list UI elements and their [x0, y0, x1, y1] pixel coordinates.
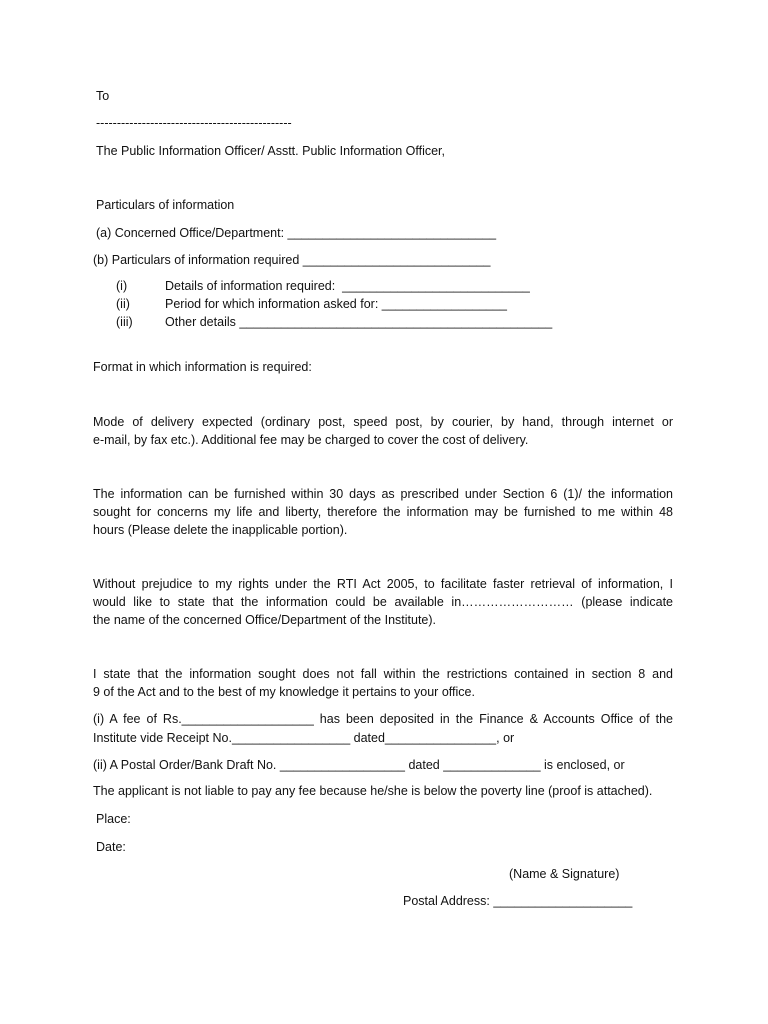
prejudice-text: would like to state that the information could be available in……………………… (please indicate: [93, 595, 673, 609]
delivery-text: Mode of delivery expected (ordinary post, speed post, by courier, by hand, through internet or: [93, 415, 673, 429]
name-signature-label: (Name & Signature): [509, 867, 620, 881]
statement-text: 9 of the Act and to the best of my knowledge it pertains to your office.: [93, 685, 475, 699]
format-line: Format in which information is required:: [93, 360, 312, 374]
addressee-line: The Public Information Officer/ Asstt. Public Information Officer,: [96, 144, 445, 158]
to-label: To: [96, 89, 110, 103]
fee-deposit-text: (i) A fee of Rs.___________________ has been deposited in the Finance & Accounts Office of the: [93, 712, 673, 726]
details-required-line: Details of information required: ___________________________: [165, 279, 530, 293]
item-number: (iii): [116, 315, 133, 329]
prejudice-text: the name of the concerned Office/Department of the Institute).: [93, 613, 437, 627]
timeframe-text: The information can be furnished within 30 days as prescribed under Section 6 (1)/ the information: [93, 487, 673, 501]
timeframe-text: hours (Please delete the inapplicable portion).: [93, 523, 348, 537]
item-number: (i): [116, 279, 128, 293]
period-line: Period for which information asked for: __________________: [165, 297, 507, 311]
particulars-heading: Particulars of information: [96, 198, 235, 212]
item-number: (ii): [116, 297, 130, 311]
poverty-line-text: The applicant is not liable to pay any fee because he/she is below the poverty line (proof is attached).: [93, 784, 653, 798]
prejudice-text: Without prejudice to my rights under the RTI Act 2005, to facilitate faster retrieval of information, I: [93, 577, 673, 591]
place-label: Place:: [96, 812, 131, 826]
delivery-text: e-mail, by fax etc.). Additional fee may be charged to cover the cost of delivery.: [93, 433, 529, 447]
postal-order-text: (ii) A Postal Order/Bank Draft No. __________________ dated ______________ is enclosed, or: [93, 758, 625, 772]
postal-address-line: Postal Address: ____________________: [403, 894, 633, 908]
recipient-dash-line: -----------------------------------------------: [96, 116, 292, 130]
statement-text: I state that the information sought does not fall within the restrictions contained in section 8 and: [93, 667, 673, 681]
fee-deposit-text: Institute vide Receipt No._________________ dated________________, or: [93, 731, 515, 745]
date-label: Date:: [96, 840, 126, 854]
particulars-required-line: (b) Particulars of information required ___________________________: [93, 253, 491, 267]
other-details-line: Other details _____________________________________________: [165, 315, 553, 329]
concerned-office-line: (a) Concerned Office/Department: ______________________________: [96, 226, 497, 240]
timeframe-text: sought for concerns my life and liberty, therefore the information may be furnished to me within 48: [93, 505, 673, 519]
